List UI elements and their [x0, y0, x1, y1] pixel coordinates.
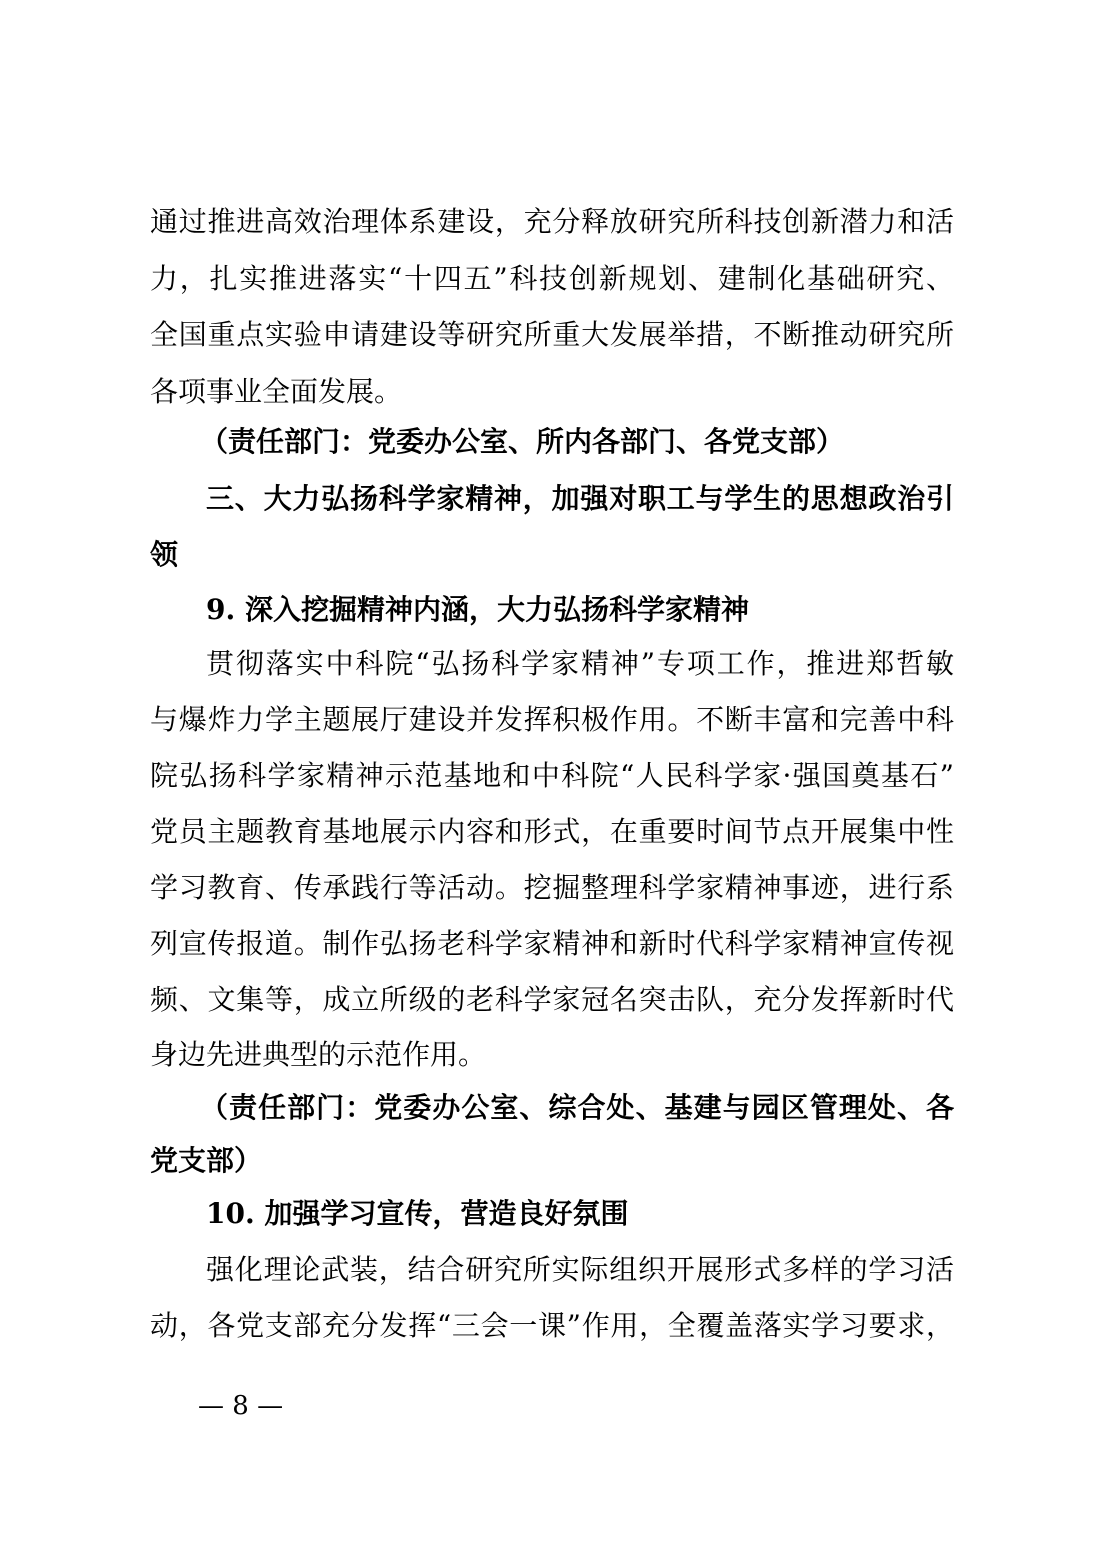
- responsible-departments-continued: 党支部）: [150, 1144, 263, 1177]
- body-text-line: 强化理论武装，结合研究所实际组织开展形式多样的学习活: [206, 1253, 954, 1286]
- body-text-line: 力，扎实推进落实“十四五”科技创新规划、建制化基础研究、: [150, 262, 954, 295]
- body-text-line: 与爆炸力学主题展厅建设并发挥积极作用。不断丰富和完善中科: [150, 703, 954, 736]
- section-heading: 三、大力弘扬科学家精神，加强对职工与学生的思想政治引: [206, 482, 954, 515]
- body-text-line: 动，各党支部充分发挥“三会一课”作用，全覆盖落实学习要求，: [150, 1309, 954, 1342]
- page-number: — 8 —: [198, 1391, 284, 1421]
- responsible-departments: （责任部门：党委办公室、综合处、基建与园区管理处、各: [200, 1091, 954, 1124]
- responsible-departments: （责任部门：党委办公室、所内各部门、各党支部）: [200, 425, 845, 458]
- subsection-heading: 9. 深入挖掘精神内涵，大力弘扬科学家精神: [206, 593, 749, 626]
- body-text-line: 通过推进高效治理体系建设，充分释放研究所科技创新潜力和活: [150, 205, 954, 238]
- subsection-heading: 10. 加强学习宣传，营造良好氛围: [206, 1197, 629, 1230]
- body-text-line: 各项事业全面发展。: [150, 375, 403, 408]
- body-text-line: 贯彻落实中科院“弘扬科学家精神”专项工作，推进郑哲敏: [206, 647, 954, 680]
- body-text-line: 全国重点实验申请建设等研究所重大发展举措，不断推动研究所: [150, 318, 954, 351]
- body-text-line: 列宣传报道。制作弘扬老科学家精神和新时代科学家精神宣传视: [150, 927, 954, 960]
- body-text-line: 院弘扬科学家精神示范基地和中科院“人民科学家·强国奠基石”: [150, 759, 954, 792]
- body-text-line: 频、文集等，成立所级的老科学家冠名突击队，充分发挥新时代: [150, 983, 954, 1016]
- section-heading-continued: 领: [150, 538, 179, 571]
- body-text-line: 党员主题教育基地展示内容和形式，在重要时间节点开展集中性: [150, 815, 954, 848]
- body-text-line: 学习教育、传承践行等活动。挖掘整理科学家精神事迹，进行系: [150, 871, 954, 904]
- body-text-line: 身边先进典型的示范作用。: [150, 1038, 487, 1071]
